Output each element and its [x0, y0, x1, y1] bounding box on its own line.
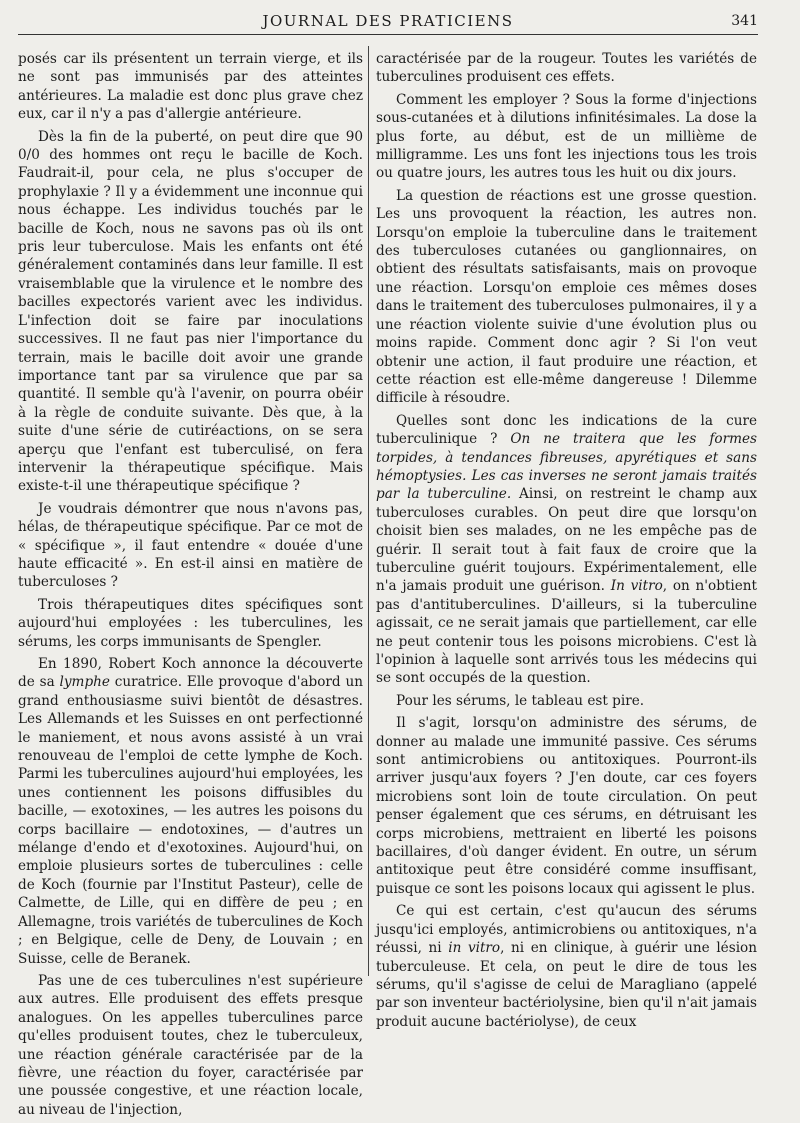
paragraph: Pour les sérums, le tableau est pire.: [396, 692, 645, 709]
text-run: , on n'obtient pas d'antituberculines. D'ailleurs, si la tuberculine agissait, ce ne serait jamais que partiellement, car elle ne peut contenir tous les poisons microbiens. C'est là l'opinion à laquelle sont arrivés tous les médecins qui se sont occupés de la question.: [376, 578, 757, 687]
paragraph: [376, 902, 757, 1031]
italic-run: In vitro: [610, 578, 663, 595]
journal-title: JOURNAL DES PRATICIENS: [262, 12, 514, 30]
text-run: Ainsi, on restreint le champ aux tuberculoses curables. On peut dire que lorsqu'on choisit bien ses malades, on ne les empêche pas de guérir. Il serait tout à fait faux de croire que la tuberculine guérit toujours. Expérimentalement, elle n'a jamais produit une guérison.: [376, 486, 757, 595]
italic-run: lymphe: [59, 674, 110, 691]
paragraph: [376, 412, 757, 688]
italic-run: in vitro: [448, 940, 501, 957]
paragraph: [18, 655, 363, 968]
paragraph: Je voudrais démontrer que nous n'avons pas, hélas, de thérapeutique spécifique. Par ce mot de « spécifique », il faut entendre « douée d'une haute efficacité ». En est-il ainsi en matière de tuberculoses ?: [18, 500, 363, 591]
paragraph: Dès la fin de la puberté, on peut dire que 90 0/0 des hommes ont reçu le bacille de Koch. Faudrait-il, pour cela, ne plus s'occuper de prophylaxie ? Il y a évidemment une inconnue qui nous échappe. Les individus touchés par le bacille de Koch, nous ne savons pas où ils ont pris leur tuberculose. Mais les enfants ont été généralement contaminés dans leur famille. Il est vraisemblable que la virulence et le nombre des bacilles expectorés varient avec les individus. L'infection doit se faire par inoculations successives. Il ne faut pas nier l'importance du terrain, mais le bacille doit avoir une grande importance tant par sa virulence que par sa quantité. Il semble qu'à l'avenir, on pourra obéir à la règle de conduite suivante. Dès que, à la suite d'une série de cutiréactions, on se sera aperçu que l'enfant est tuberculisé, on fera intervenir la thérapeutique spécifique. Mais existe-t-il une thérapeutique spécifique ?: [18, 128, 363, 495]
page-number: 341: [731, 13, 758, 29]
italic-run: On ne traitera que les formes torpides, à tendances fibreuses, apyrétiques et sans hémoptysies. Les cas inverses ne seront jamais traités par la tuberculine.: [376, 431, 758, 503]
text-run: En 1890, Robert Koch annonce la découverte de sa: [18, 656, 363, 691]
left-column: [18, 50, 363, 1123]
column-divider: [368, 46, 369, 976]
text-run: , ni en clinique, à guérir une lésion tuberculeuse. Et cela, on peut le dire de tous les sérums, qu'il s'agisse de celui de Maragliano (appelé par son inventeur bactériolysine, bien qu'il n'ait jamais produit aucune bactériolyse), de ceux: [376, 940, 757, 1030]
right-column: [376, 50, 757, 1035]
text-run: Quelles sont donc les indications de la cure tuberculinique ?: [376, 412, 757, 448]
paragraph: Pas une de ces tuberculines n'est supérieure aux autres. Elle produisent des effets presque analogues. On les appelles tuberculines parce qu'elles produisent toutes, chez le tuberculeux, une réaction générale caractérisée par de la fièvre, une réaction du foyer, caractérisée par une poussée congestive, et une réaction locale, au niveau de l'injection,: [18, 972, 363, 1118]
paragraph: Il s'agit, lorsqu'on administre des sérums, de donner au malade une immunité passive. Ces sérums sont antimicrobiens ou antitoxiques. Pourront-ils arriver jusqu'aux foyers ? J'en doute, car ces foyers microbiens sont loin de toute circulation. On peut penser également que ces sérums, en détruisant les corps microbiens, mettraient en liberté les poisons bacillaires, d'où danger évident. En outre, un sérum antitoxique peut être considéré comme insuffisant, puisque ce sont les poisons locaux qui agissent le plus.: [376, 715, 757, 897]
paragraph: La question de réactions est une grosse question. Les uns provoquent la réaction, les autres non. Lorsqu'on emploie la tuberculine dans le traitement des tuberculoses cutanées ou ganglionnaires, on obtient des résultats satisfaisants, mais on provoque une réaction. Lorsqu'on emploie ces mêmes doses dans le traitement des tuberculoses pulmonaires, il y a une réaction violente suivie d'une évolution plus ou moins rapide. Comment donc agir ? Si l'on veut obtenir une action, il faut produire une réaction, et cette réaction est elle-même dangereuse ! Dilemme difficile à résoudre.: [376, 187, 757, 407]
paragraph: Trois thérapeutiques dites spécifiques sont aujourd'hui employées : les tuberculines, les sérums, les corps immunisants de Spengler.: [18, 596, 363, 650]
paragraph: posés car ils présentent un terrain vierge, et ils ne sont pas immunisés par des atteintes antérieures. La maladie est donc plus grave chez eux, car il n'y a pas d'allergie antérieure.: [18, 51, 363, 123]
text-run: curatrice. Elle provoque d'abord un grand enthousiasme suivi bientôt de désastres. Les Allemands et les Suisses en ont perfectionné le maniement, et nous avons assisté à un vrai renouveau de l'emploi de cette lymphe de Koch. Parmi les tuberculines aujourd'hui employées, les unes contiennent les poisons diffusibles du bacille, — exotoxines, — les autres les poisons du corps bacillaire — endotoxines, — d'autres un mélange d'endo et d'exotoxines. Aujourd'hui, on emploie plusieurs sortes de tuberculines : celle de Koch (fournie par l'Institut Pasteur), celle de Calmette, de Lille, qui en diffère de peu ; en Allemagne, trois variétés de tuberculines de Koch ; en Belgique, celle de Deny, de Louvain ; en Suisse, celle de Beranek.: [18, 674, 363, 967]
text-run: Ce qui est certain, c'est qu'aucun des sérums jusqu'ici employés, antimicrobiens ou antitoxiques, n'a réussi, ni: [376, 903, 757, 957]
paragraph: caractérisée par de la rougeur. Toutes les variétés de tuberculines produisent ces effets.: [376, 51, 757, 86]
paragraph: Comment les employer ? Sous la forme d'injections sous-cutanées et à dilutions infinitésimales. La dose la plus forte, au début, est de un millième de milligramme. Les uns font les injections tous les trois ou quatre jours, les autres tous les huit ou dix jours.: [376, 91, 757, 182]
running-header: [18, 8, 758, 35]
